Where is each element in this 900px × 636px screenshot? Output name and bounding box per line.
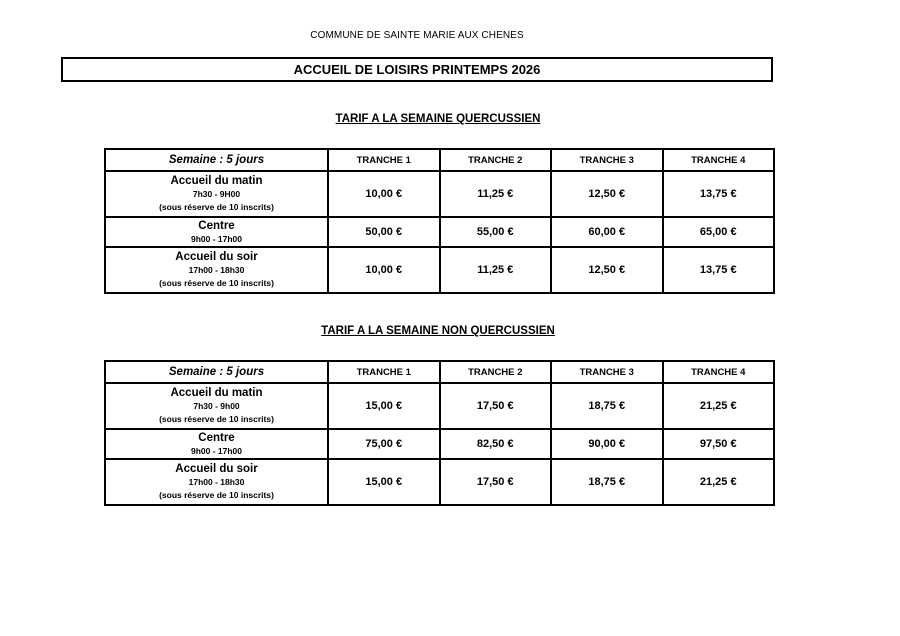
row-name: Accueil du matin [170,387,263,400]
price-cell: 12,50 € [551,171,663,217]
price-cell: 17,50 € [440,383,552,429]
price-cell: 12,50 € [551,247,663,293]
row-name: Accueil du soir [175,463,258,476]
days-header: Semaine : 5 jours [105,149,328,171]
price-cell: 11,25 € [440,247,552,293]
row-hours: 17h00 - 18h30 [188,477,245,488]
section-title-quercussien: TARIF A LA SEMAINE QUERCUSSIEN [335,113,541,125]
price-cell: 50,00 € [328,217,440,247]
tranche-header: TRANCHE 3 [551,149,663,171]
tranche-header: TRANCHE 2 [440,361,552,383]
price-cell: 97,50 € [663,429,775,459]
price-cell: 15,00 € [328,459,440,505]
tranche-header: TRANCHE 1 [328,361,440,383]
tranche-header: TRANCHE 1 [328,149,440,171]
table-header-row [105,149,774,171]
price-cell: 10,00 € [328,171,440,217]
row-label [105,247,328,293]
row-hours: 17h00 - 18h30 [188,265,245,276]
row-hours: 9h00 - 17h00 [190,233,243,244]
row-name: Centre [198,220,235,232]
tranche-header: TRANCHE 3 [551,361,663,383]
tranche-header: TRANCHE 4 [663,149,775,171]
row-label [105,429,328,459]
price-cell: 18,75 € [551,459,663,505]
row-label [105,383,328,429]
row-hours: 7h30 - 9h00 [193,401,240,412]
page-title: ACCUEIL DE LOISIRS PRINTEMPS 2026 [61,57,773,82]
price-cell: 55,00 € [440,217,552,247]
table-row [105,217,774,247]
section-title-non-quercussien: TARIF A LA SEMAINE NON QUERCUSSIEN [321,325,555,337]
tarif-table-quercussien [104,148,775,294]
price-cell: 60,00 € [551,217,663,247]
row-label [105,171,328,217]
days-header: Semaine : 5 jours [105,361,328,383]
price-cell: 11,25 € [440,171,552,217]
price-cell: 90,00 € [551,429,663,459]
price-cell: 82,50 € [440,429,552,459]
table-row [105,429,774,459]
row-note: (sous réserve de 10 inscrits) [159,490,274,501]
price-cell: 21,25 € [663,459,775,505]
price-cell: 13,75 € [663,247,775,293]
price-cell: 15,00 € [328,383,440,429]
price-cell: 17,50 € [440,459,552,505]
price-cell: 10,00 € [328,247,440,293]
table-row [105,247,774,293]
price-cell: 21,25 € [663,383,775,429]
row-name: Accueil du matin [170,175,263,188]
price-cell: 65,00 € [663,217,775,247]
price-cell: 75,00 € [328,429,440,459]
row-note: (sous réserve de 10 inscrits) [159,414,274,425]
row-label [105,459,328,505]
price-cell: 13,75 € [663,171,775,217]
row-label [105,217,328,247]
row-name: Accueil du soir [175,251,258,264]
row-note: (sous réserve de 10 inscrits) [159,278,274,289]
table-row [105,383,774,429]
tarif-table-non-quercussien [104,360,775,506]
row-hours: 7h30 - 9H00 [192,189,241,200]
commune-name: COMMUNE DE SAINTE MARIE AUX CHENES [310,30,524,41]
row-note: (sous réserve de 10 inscrits) [159,202,274,213]
table-header-row [105,361,774,383]
table-row [105,171,774,217]
price-cell: 18,75 € [551,383,663,429]
tranche-header: TRANCHE 4 [663,361,775,383]
row-hours: 9h00 - 17h00 [190,445,243,456]
row-name: Centre [198,432,235,444]
tranche-header: TRANCHE 2 [440,149,552,171]
table-row [105,459,774,505]
